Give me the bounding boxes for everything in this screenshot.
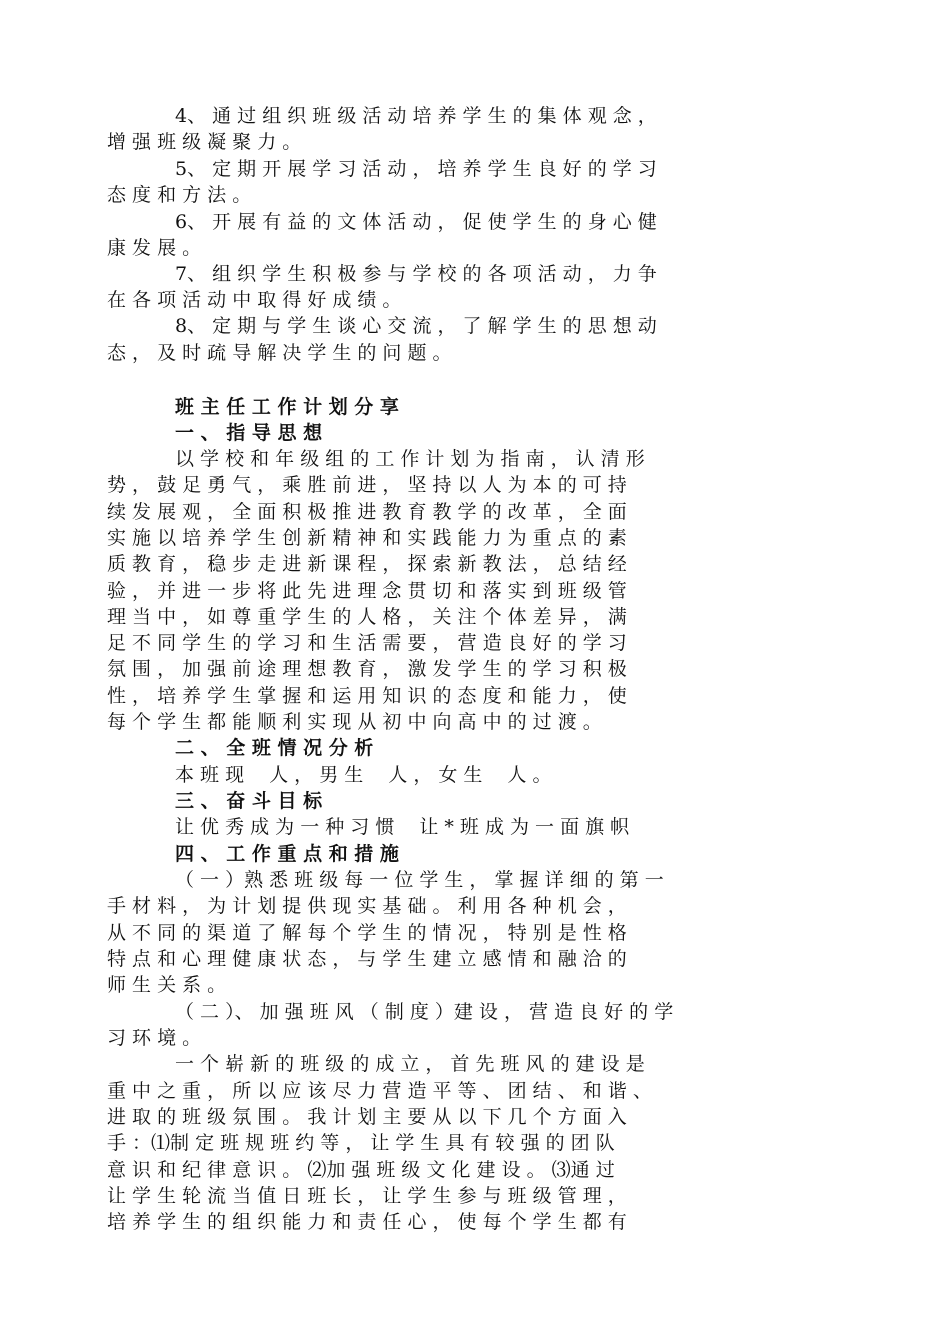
paragraph-line: 在 各 项 活 动 中 取 得 好 成 绩 。 xyxy=(107,289,402,311)
paragraph-line: 续 发 展 观 ， 全 面 积 极 推 进 教 育 教 学 的 改 革 ， 全 面 xyxy=(107,501,627,523)
paragraph-line: 本 班 现 人 ， 男 生 人 ， 女 生 人 。 xyxy=(175,764,552,786)
section-heading: 二 、 全 班 情 况 分 析 xyxy=(175,737,374,759)
paragraph-line: 氛 围 ， 加 强 前 途 理 想 教 育 ， 激 发 学 生 的 学 习 积 极 xyxy=(107,658,627,680)
paragraph-line: 特 点 和 心 理 健 康 状 态 ， 与 学 生 建 立 感 情 和 融 洽 的 xyxy=(107,948,627,970)
paragraph-line: 势 ， 鼓 足 勇 气 ， 乘 胜 前 进 ， 坚 持 以 人 为 本 的 可 持 xyxy=(107,474,627,496)
paragraph-line: 8、 定 期 与 学 生 谈 心 交 流 ， 了 解 学 生 的 思 想 动 xyxy=(175,315,657,337)
section-heading: 一 、 指 导 思 想 xyxy=(175,422,323,444)
paragraph-line: 7、 组 织 学 生 积 极 参 与 学 校 的 各 项 活 动 ， 力 争 xyxy=(175,263,657,285)
document-title: 班 主 任 工 作 计 划 分 享 xyxy=(175,396,399,418)
paragraph-line: 4、 通 过 组 织 班 级 活 动 培 养 学 生 的 集 体 观 念 ， xyxy=(175,105,657,127)
paragraph-line: 进 取 的 班 级 氛 围 。 我 计 划 主 要 从 以 下 几 个 方 面 入 xyxy=(107,1106,627,1128)
paragraph-line: 让 优 秀 成 为 一 种 习 惯 让 * 班 成 为 一 面 旗 帜 xyxy=(175,816,630,838)
paragraph-line: 重 中 之 重 ， 所 以 应 该 尽 力 营 造 平 等 、 团 结 、 和 谐 、 xyxy=(107,1080,652,1102)
paragraph-line: 从 不 同 的 渠 道 了 解 每 个 学 生 的 情 况 ， 特 别 是 性 格 xyxy=(107,922,627,944)
paragraph-line: 实 施 以 培 养 学 生 创 新 精 神 和 实 践 能 力 为 重 点 的 素 xyxy=(107,527,627,549)
paragraph-line: 一 个 崭 新 的 班 级 的 成 立 ， 首 先 班 风 的 建 设 是 xyxy=(175,1053,645,1075)
paragraph-line: 性 ， 培 养 学 生 掌 握 和 运 用 知 识 的 态 度 和 能 力 ， 使 xyxy=(107,685,627,707)
paragraph-line: 态 ， 及 时 疏 导 解 决 学 生 的 问 题 。 xyxy=(107,342,452,364)
paragraph-line: （ 一 ）熟 悉 班 级 每 一 位 学 生 ， 掌 握 详 细 的 第 一 xyxy=(175,869,664,891)
paragraph-line: 6、 开 展 有 益 的 文 体 活 动 ， 促 使 学 生 的 身 心 健 xyxy=(175,211,657,233)
paragraph-line: （ 二 ）、 加 强 班 风 （ 制 度 ）建 设 ， 营 造 良 好 的 学 xyxy=(175,1001,674,1023)
paragraph-line: 以 学 校 和 年 级 组 的 工 作 计 划 为 指 南 ， 认 清 形 xyxy=(175,448,645,470)
paragraph-line: 5、 定 期 开 展 学 习 活 动 ， 培 养 学 生 良 好 的 学 习 xyxy=(175,158,657,180)
paragraph-line: 康 发 展 。 xyxy=(107,237,202,259)
paragraph-line: 让 学 生 轮 流 当 值 日 班 长 ， 让 学 生 参 与 班 级 管 理 ， xyxy=(107,1185,627,1207)
paragraph-line: 培 养 学 生 的 组 织 能 力 和 责 任 心 ， 使 每 个 学 生 都 有 xyxy=(107,1211,627,1233)
paragraph-line: 手 ：⑴制 定 班 规 班 约 等 ， 让 学 生 具 有 较 强 的 团 队 xyxy=(107,1132,615,1154)
paragraph-line: 意 识 和 纪 律 意 识 。 ⑵加 强 班 级 文 化 建 设 。 ⑶通 过 xyxy=(107,1159,615,1181)
paragraph-line: 增 强 班 级 凝 聚 力 。 xyxy=(107,131,302,153)
paragraph-line: 足 不 同 学 生 的 学 习 和 生 活 需 要 ， 营 造 良 好 的 学 习 xyxy=(107,632,627,654)
paragraph-line: 理 当 中 ， 如 尊 重 学 生 的 人 格 ， 关 注 个 体 差 异 ， 满 xyxy=(107,606,627,628)
paragraph-line: 质 教 育 ， 稳 步 走 进 新 课 程 ， 探 索 新 教 法 ， 总 结 经 xyxy=(107,553,627,575)
paragraph-line: 师 生 关 系 。 xyxy=(107,974,227,996)
section-heading: 三 、 奋 斗 目 标 xyxy=(175,790,323,812)
paragraph-line: 每 个 学 生 都 能 顺 利 实 现 从 初 中 向 高 中 的 过 渡 。 xyxy=(107,711,602,733)
paragraph-line: 手 材 料 ， 为 计 划 提 供 现 实 基 础 。 利 用 各 种 机 会 ， xyxy=(107,895,627,917)
paragraph-line: 态 度 和 方 法 。 xyxy=(107,184,252,206)
paragraph-line: 验 ， 并 进 一 步 将 此 先 进 理 念 贯 切 和 落 实 到 班 级 管 xyxy=(107,580,627,602)
paragraph-line: 习 环 境 。 xyxy=(107,1027,202,1049)
section-heading: 四 、 工 作 重 点 和 措 施 xyxy=(175,843,399,865)
